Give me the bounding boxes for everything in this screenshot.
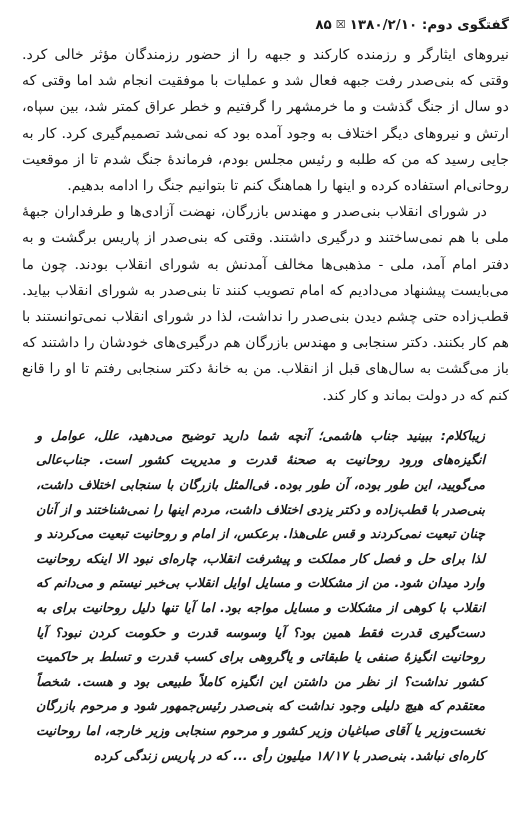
speaker-label: زیباکلام: xyxy=(440,428,485,444)
body-paragraph-2: در شورای انقلاب بنی‌صدر و مهندس بازرگان، نهضت آزادی‌ها و طرفداران جبههٔ ملی با هم نمی‌ساختند و درگیری داشتند. وقتی که بنی‌صدر از پاریس برگشت و به دفتر امام آمد، ملی - مذهبی‌ها مخالف آمدنش به شورای انقلاب بودند. چون ما می‌بایست پیشنهاد می‌دادیم که امام تصویب کنند تا بنی‌صدر به شورای انقلاب بیاید. قطب‌زاده حتی چشم دیدن بنی‌صدر را نداشت، لذا در شورای انقلاب نمی‌توانستند با هم کار بکنند. دکتر سنجابی و مهندس بازرگان هم درگیری‌های خودشان را داشتند که باز می‌گشت به سال‌های قبل از انقلاب. من به خانهٔ دکتر سنجابی رفتم تا او را قانع کنم که در دولت بماند و کار کند. xyxy=(22,204,509,404)
interviewer-question xyxy=(36,425,485,769)
body-paragraph-1: نیروهای ایثارگر و رزمنده کارکند و جبهه را از حضور رزمندگان مؤثر خالی کرد. وقتی که بنی‌صدر رفت جبهه فعال شد و عملیات با موفقیت انجام شد اما وقتی که دو سال از جنگ گذشت و ما خرمشهر را گرفتیم و خطر عراق کمتر شد، بین سپاه، ارتش و نیروهای دیگر اختلاف به وجود آمده بود که نمی‌شد تصمیم‌گیری کرد. کار به جایی رسید که من که طلبه و رئیس مجلس بودم، فرماندهٔ جنگ شدم تا از موقعیت روحانی‌ام استفاده کرده و اینها را هماهنگ کنم تا بتوانیم جنگ را ادامه بدهیم. xyxy=(22,47,509,195)
running-header xyxy=(22,14,509,36)
header-separator: ☒ xyxy=(335,18,346,31)
question-text: ببینید جناب هاشمی؛ آنچه شما دارید توضیح می‌دهید، علل، عوامل و انگیزه‌های ورود روحانیت به صحنهٔ قدرت و مدیریت کشور است. جناب‌عالی می‌گویید، این طور بوده، آن طور بوده. فی‌المثل بازرگان با سنجابی اختلاف داشت، بنی‌صدر با قطب‌زاده و دکتر یزدی اختلاف داشت، مردم اینها را نمی‌شناختند و از آنان چنان تبعیت نمی‌کردند و قس علی‌هذا. برعکس، از امام و روحانیت تبعیت می‌کردند و لذا برای حل و فصل کار مملکت و پیشرفت انقلاب، چاره‌ای نبود الا اینکه روحانیت وارد میدان شود. من از مشکلات و مسایل اوایل انقلاب بی‌خبر نیستم و می‌دانم که انقلاب با کوهی از مشکلات و مسایل مواجه بود. اما آیا تنها دلیل روحانیت برای به دست‌گیری قدرت فقط همین بود؟ آیا وسوسه قدرت و حکومت کردن نبود؟ آیا روحانیت انگیزهٔ صنفی یا طبقاتی و یاگروهی برای کسب قدرت و تسلط بر حاکمیت کشور نداشت؟ از نظر من داشتن این انگیزه کاملاً طبیعی بود و هست. شخصاً معتقدم که هیچ دلیلی وجود نداشت که بنی‌صدر رئیس‌جمهور شود و مرحوم بازرگان نخست‌وزیر یا آقای صباغیان وزیر کشور و مرحوم سنجابی وزیر خارجه، اما روحانیت کاره‌ای نباشد. بنی‌صدر با ۱۸/۱۷ میلیون رأی ... که در پاریس زندگی کرده xyxy=(36,428,485,764)
page-number: ۸۵ xyxy=(315,17,332,33)
header-title: گفتگوی دوم: ۱۳۸۰/۲/۱۰ xyxy=(349,17,509,33)
